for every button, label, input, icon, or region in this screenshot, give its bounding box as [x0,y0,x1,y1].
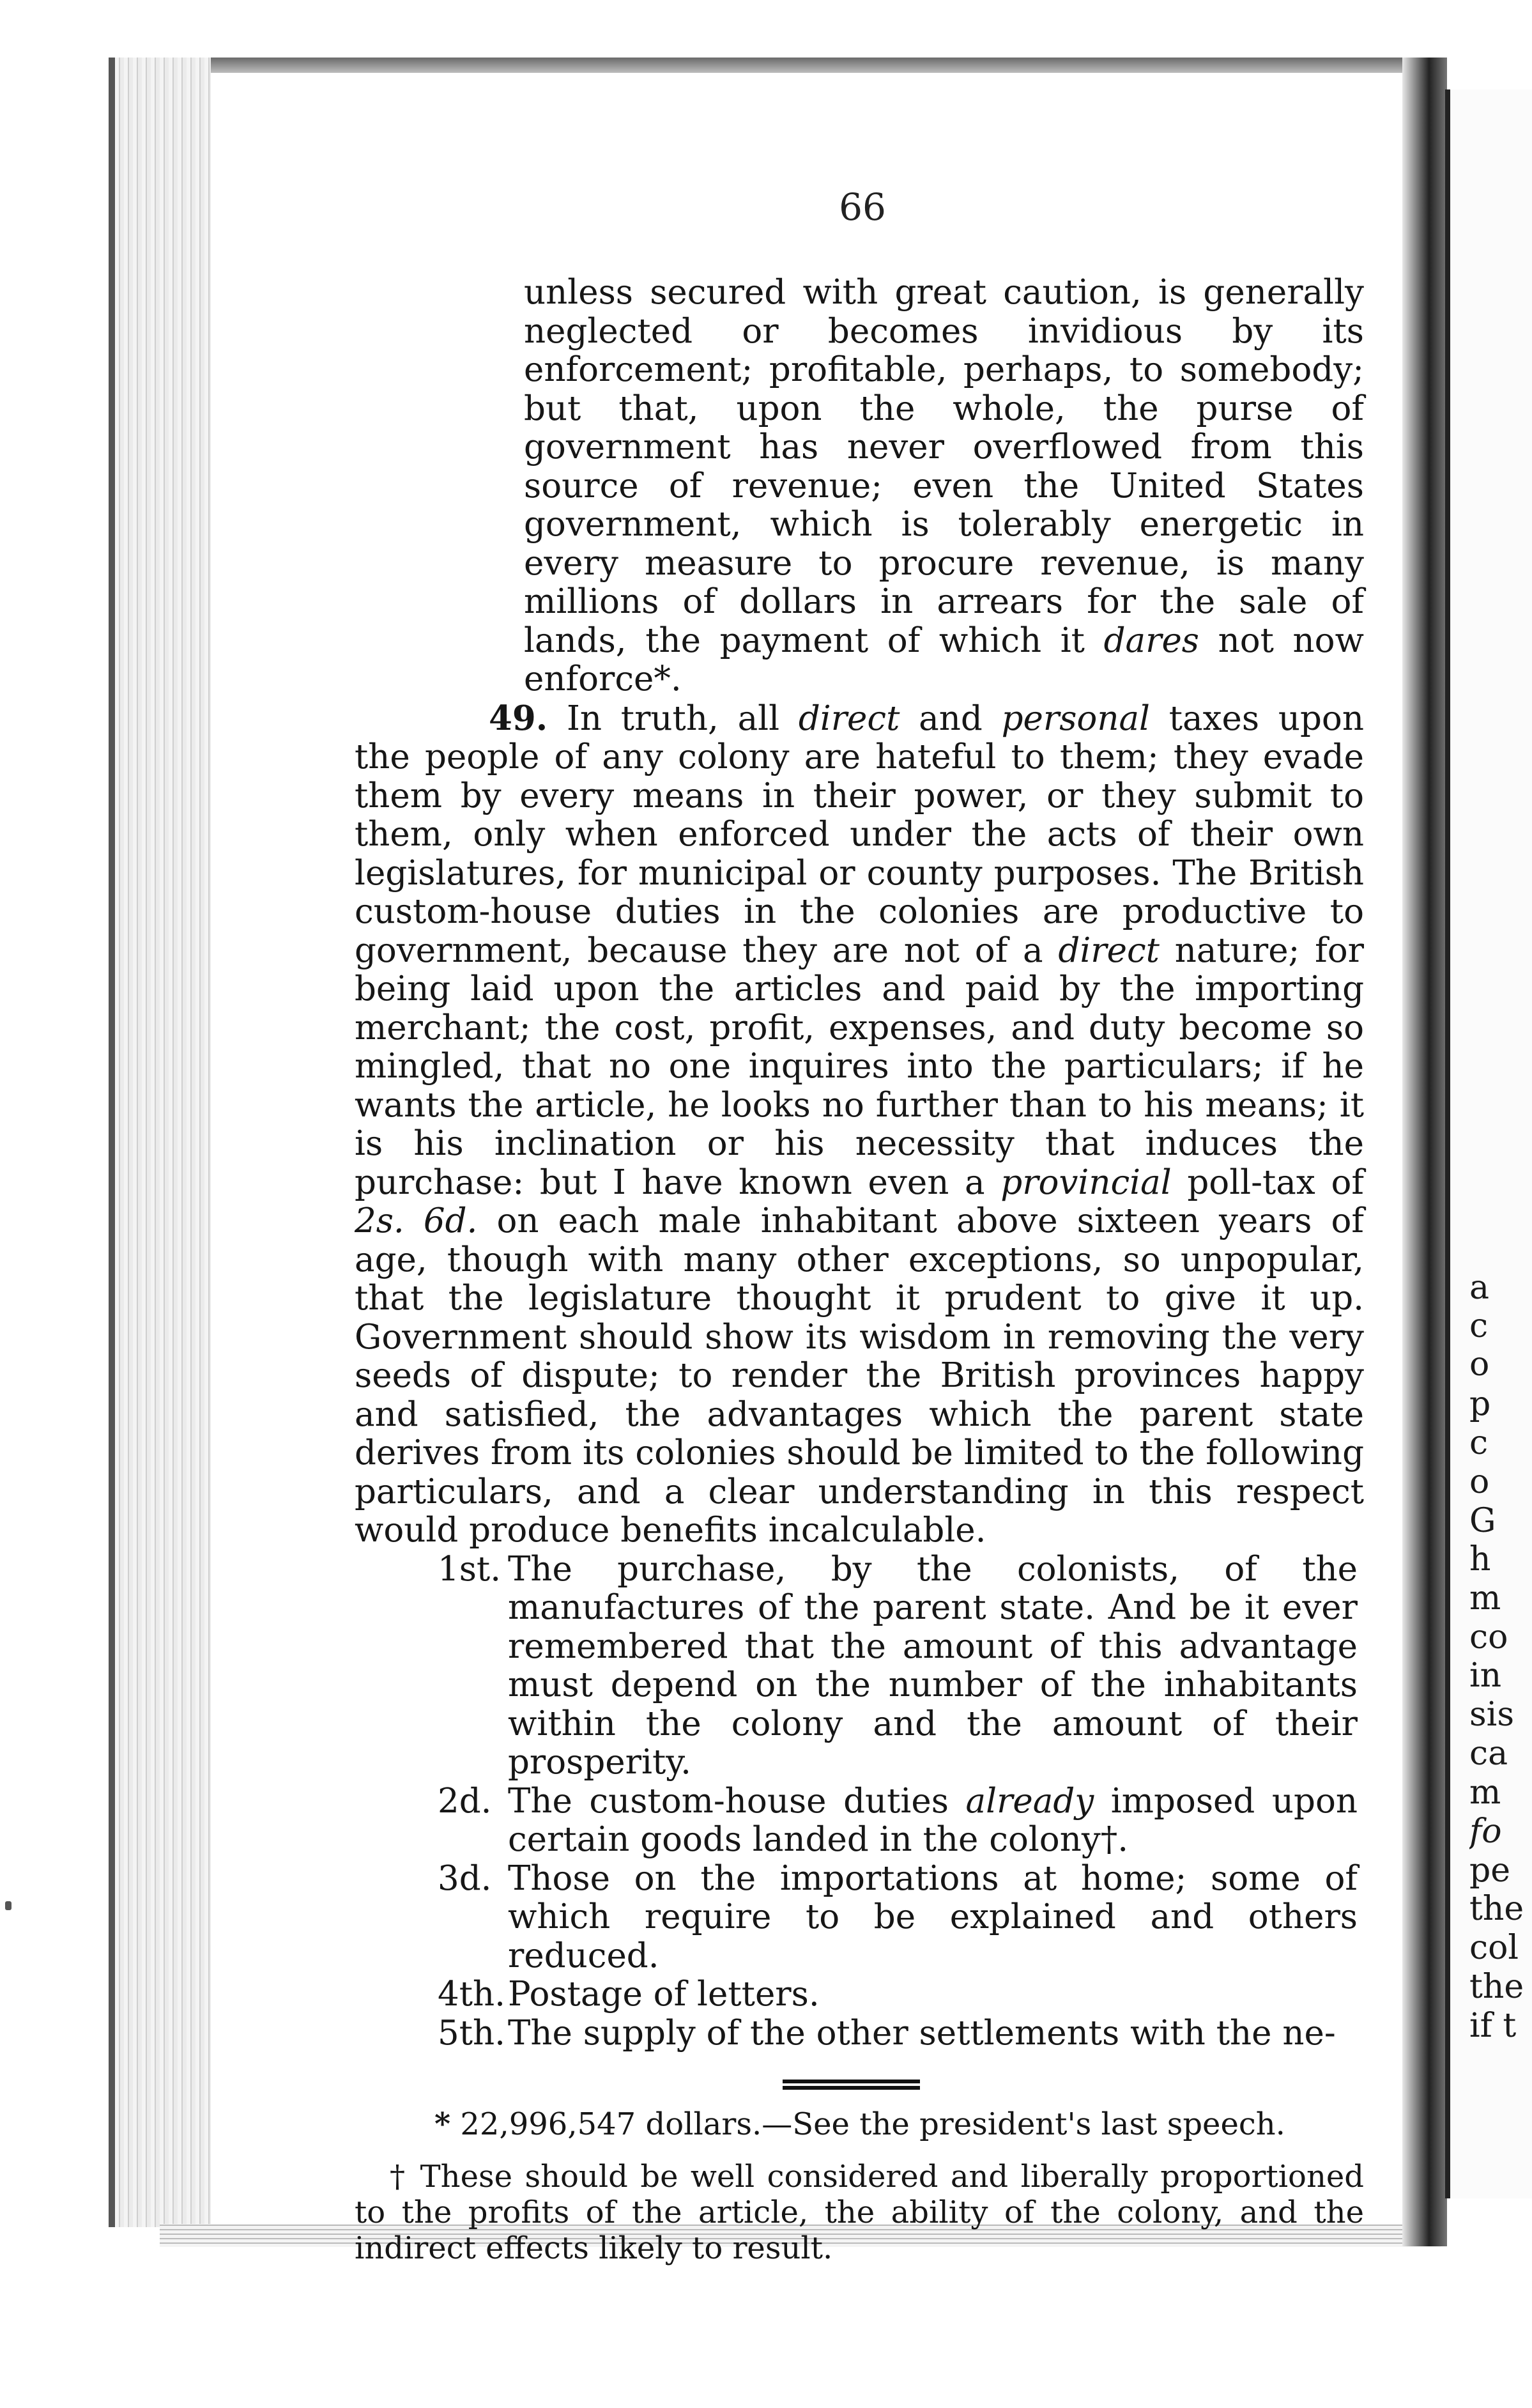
footnote-text: These should be well considered and liberally proportioned to the profits of the article, the ability of the colony, and the indirect effects likely to result. [355,2159,1364,2266]
facing-text-fragment: a [1469,1269,1490,1307]
facing-text-fragment: if t [1469,2007,1517,2045]
facing-text-fragment: the [1469,1890,1524,1928]
list-label: 2d. [438,1781,492,1821]
list-text: The supply of the other settlements with the ne- [508,2013,1336,2053]
facing-text-fragment: c [1469,1307,1489,1345]
list-item [355,1782,1364,1860]
list-item [355,2014,1364,2053]
footnote-2 [355,2159,1364,2266]
facing-text-fragment: col [1469,1929,1519,1967]
list-text-part: imposed upon certain goods landed in the colony†. [508,1781,1358,1859]
page-stack-edge [109,58,211,2227]
facing-text-fragment: p [1469,1385,1491,1423]
para-text: poll-tax of [1187,1162,1364,1202]
facing-text-fragment: the [1469,1968,1524,2006]
para-text: taxes upon the people of any colony are hateful to them; they evade them by every means in their power, or they submit to them, only when enforced under the acts of their own legislatures, for municipal or county purposes. The British custom-house duties in the colonies are productive to government, because they are not of a [355,698,1364,970]
para-emphasis: direct [798,698,900,738]
list-label: 1st. [438,1549,502,1589]
facing-text-fragment: co [1469,1618,1508,1656]
list-text-part: The custom-house duties [508,1781,949,1821]
facing-text-fragment: o [1469,1345,1490,1384]
paragraph-number: 49. [489,698,548,738]
list-item [355,1975,1364,2014]
list-text: The purchase, by the colonists, of the manufactures of the parent state. And be it ever remembered that the amount of this advantage must depend on the number of the inhabitants within the colony and the amount of their prosperity. [508,1549,1358,1782]
paragraph-49 [355,699,1364,1550]
page-top-edge [109,58,1441,73]
scan-mark [5,1901,11,1910]
facing-text-fragment: pe [1469,1851,1511,1890]
facing-text-fragment: in [1469,1656,1502,1695]
book-spine [1402,58,1447,2246]
page-number: 66 [839,185,886,229]
list-text: Those on the importations at home; some of which require to be explained and others reduced. [508,1858,1358,1975]
footnote-mark: † [390,2159,408,2195]
list-item [355,1550,1364,1782]
para-text: and [919,698,983,738]
facing-text-fragment: sis [1469,1695,1515,1734]
para-emphasis: 2s. 6d. [355,1201,478,1240]
continued-emphasis: dares [1103,621,1200,660]
para-emphasis: provincial [1000,1162,1172,1202]
continued-text: unless secured with great caution, is generally neglected or becomes invidious by its enforcement; profitable, perhaps, to somebody; but that, upon the whole, the purse of government has never overflowed from this source of revenue; even the United States government, which is tolerably energetic in every measure to procure revenue, is many millions of dollars in arrears for the sale of lands, the payment of which it [524,273,1364,660]
para-text: on each male inhabitant above sixteen years of age, though with many other exceptions, so unpopular, that the legislature thought it prudent to give it up. Government should show its wisdom in removing the very seeds of dispute; to render the British provinces happy and satisfied, the advantages which the parent state derives from its colonies should be limited to the following particulars, and a clear understanding in this respect would produce benefits incalculable. [355,1201,1364,1550]
facing-text-fragment: h [1469,1540,1491,1578]
para-text: In truth, all [566,698,780,738]
continued-tail: not now enforce*. [524,621,1364,698]
footnote-rule [783,2080,920,2090]
list-item [355,1860,1364,1976]
facing-text-fragment: m [1469,1773,1501,1812]
facing-text-fragment: ca [1469,1734,1508,1773]
advantages-list [355,1550,1364,2053]
page-body [355,185,1364,2266]
list-emphasis: already [965,1781,1094,1821]
facing-text-fragment: fo [1469,1812,1502,1851]
list-text [508,1782,1364,1860]
footnote-1 [355,2106,1364,2142]
facing-text-fragment: G [1469,1502,1496,1540]
list-label: 5th. [438,2013,505,2053]
facing-text-fragment: m [1469,1579,1501,1617]
para-text: nature; for being laid upon the articles and paid by the importing merchant; the cost, profit, expenses, and duty become so mingled, that no one inquires into the particulars; if he wants the article, he looks no further than to his means; it is his inclination or his necessity that induces the purchase: but I have known even a [355,930,1364,1202]
facing-text-fragment: c [1469,1424,1489,1462]
footnote-mark: * [434,2106,451,2142]
para-emphasis: personal [1001,698,1150,738]
list-text: Postage of letters. [508,1975,820,2014]
footnote-text: 22,996,547 dollars.—See the president's last speech. [460,2106,1285,2142]
continued-paragraph [524,274,1364,699]
para-emphasis: direct [1058,930,1160,970]
facing-text-fragment: o [1469,1463,1490,1501]
list-label: 4th. [438,1975,505,2014]
list-label: 3d. [438,1858,492,1898]
